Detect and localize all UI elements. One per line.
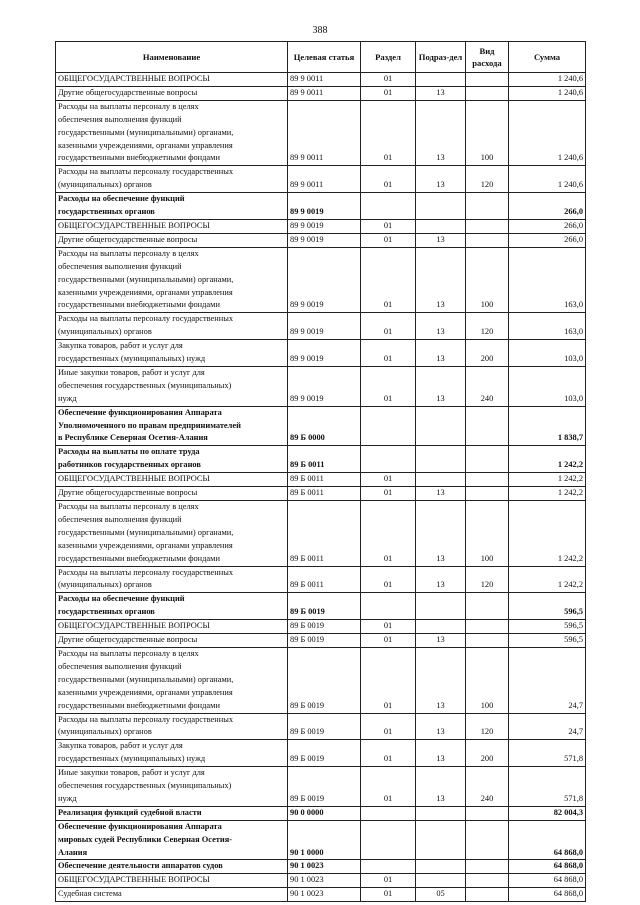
cell-sum: 163,0 <box>509 247 586 313</box>
cell-name-line: Расходы на выплаты персоналу в целях <box>58 101 199 111</box>
cell-name <box>56 193 288 220</box>
cell-name-line: обеспечения государственных (муниципальных) <box>58 380 232 390</box>
cell-name-line: (муниципальных) органов <box>58 327 152 337</box>
cell-name-line: государственными внебюджетными фондами <box>58 700 220 710</box>
cell-section <box>361 806 416 820</box>
cell-subsection <box>416 219 466 233</box>
cell-subsection: 13 <box>416 566 466 593</box>
cell-name-line: Расходы на выплаты персоналу государственных <box>58 314 234 324</box>
cell-section <box>361 820 416 860</box>
cell-subsection: 13 <box>416 487 466 501</box>
cell-name-line: ОБЩЕГОСУДАРСТВЕННЫЕ ВОПРОСЫ <box>58 474 210 484</box>
table-row <box>56 100 586 166</box>
cell-sum: 24,7 <box>509 713 586 740</box>
cell-target-article: 89 Б 0011 <box>288 566 361 593</box>
cell-section: 01 <box>361 73 416 87</box>
cell-name-line: Другие общегосударственные вопросы <box>58 234 198 244</box>
cell-name-line: (муниципальных) органов <box>58 180 152 190</box>
cell-expense-kind <box>466 233 509 247</box>
cell-name-line: ОБЩЕГОСУДАРСТВЕННЫЕ ВОПРОСЫ <box>58 74 210 83</box>
cell-section: 01 <box>361 313 416 340</box>
cell-target-article: 89 Б 0019 <box>288 647 361 713</box>
cell-subsection <box>416 806 466 820</box>
page-number: 388 <box>312 25 328 36</box>
cell-subsection: 13 <box>416 340 466 367</box>
cell-subsection: 13 <box>416 501 466 567</box>
cell-name <box>56 874 288 888</box>
cell-sum: 163,0 <box>509 313 586 340</box>
cell-name-line: государственными (муниципальными) органами, <box>58 127 234 137</box>
cell-subsection: 13 <box>416 740 466 767</box>
table-body <box>56 73 586 902</box>
cell-name-line: нужд <box>58 393 77 403</box>
table-row <box>56 86 586 100</box>
cell-target-article: 89 Б 0019 <box>288 713 361 740</box>
cell-name-line: (муниципальных) органов <box>58 580 152 590</box>
cell-name-line: мировых судей Республики Северная Осетия- <box>58 834 233 844</box>
cell-section: 01 <box>361 100 416 166</box>
cell-name-line: Расходы на выплаты персоналу государственных <box>58 567 234 577</box>
cell-name-line: государственных (муниципальных) нужд <box>58 354 206 364</box>
cell-subsection <box>416 406 466 446</box>
cell-name-line: Закупка товаров, работ и услуг для <box>58 341 183 351</box>
cell-target-article: 89 9 0011 <box>288 100 361 166</box>
cell-name-line: ОБЩЕГОСУДАРСТВЕННЫЕ ВОПРОСЫ <box>58 621 210 631</box>
cell-target-article: 90 1 0023 <box>288 888 361 902</box>
cell-name-line: в Республике Северная Осетия-Алания <box>58 433 208 443</box>
cell-section: 01 <box>361 874 416 888</box>
cell-name-line: государственными внебюджетными фондами <box>58 553 220 563</box>
cell-expense-kind <box>466 634 509 648</box>
cell-name-line: Судебная система <box>58 889 122 899</box>
cell-subsection: 13 <box>416 634 466 648</box>
cell-sum: 596,5 <box>509 634 586 648</box>
cell-expense-kind <box>466 806 509 820</box>
cell-expense-kind: 200 <box>466 340 509 367</box>
cell-section: 01 <box>361 247 416 313</box>
cell-name <box>56 100 288 166</box>
cell-target-article: 89 Б 0019 <box>288 767 361 807</box>
cell-name <box>56 366 288 406</box>
cell-name-line: Обеспечение функционирования Аппарата <box>58 407 222 417</box>
cell-name <box>56 73 288 87</box>
cell-name <box>56 219 288 233</box>
cell-name-line: Уполномоченного по правам предпринимателей <box>58 420 241 430</box>
cell-target-article: 89 Б 0000 <box>288 406 361 446</box>
header-target-article: Целевая статья <box>288 42 361 73</box>
cell-expense-kind <box>466 874 509 888</box>
cell-sum: 1 242,2 <box>509 501 586 567</box>
cell-sum: 1 242,2 <box>509 446 586 473</box>
cell-subsection: 13 <box>416 713 466 740</box>
cell-name <box>56 247 288 313</box>
cell-name-line: Расходы на выплаты персоналу в целях <box>58 502 199 511</box>
cell-name-line: Другие общегосударственные вопросы <box>58 635 198 645</box>
cell-subsection: 13 <box>416 233 466 247</box>
header-subsection: Подраз-дел <box>416 42 466 73</box>
table-header-row <box>56 42 586 73</box>
table-row <box>56 473 586 487</box>
cell-target-article: 90 1 0000 <box>288 820 361 860</box>
table-row <box>56 340 586 367</box>
cell-target-article: 89 9 0011 <box>288 166 361 193</box>
cell-section: 01 <box>361 767 416 807</box>
cell-target-article: 89 9 0019 <box>288 247 361 313</box>
cell-expense-kind: 240 <box>466 366 509 406</box>
cell-name-line: государственными (муниципальными) органами, <box>58 527 234 537</box>
cell-name-line: Обеспечение деятельности аппаратов судов <box>58 861 223 871</box>
cell-name-line: Другие общегосударственные вопросы <box>58 87 198 97</box>
table-row <box>56 620 586 634</box>
cell-section: 01 <box>361 233 416 247</box>
budget-table <box>55 41 586 902</box>
cell-sum: 24,7 <box>509 647 586 713</box>
cell-target-article: 90 1 0023 <box>288 860 361 874</box>
cell-name-line: Иные закупки товаров, работ и услуг для <box>58 367 205 377</box>
table-row <box>56 219 586 233</box>
cell-name-line: Закупка товаров, работ и услуг для <box>58 741 183 751</box>
cell-subsection: 13 <box>416 100 466 166</box>
cell-name <box>56 593 288 620</box>
cell-target-article: 89 9 0019 <box>288 233 361 247</box>
cell-name-line: обеспечения выполнения функций <box>58 661 182 671</box>
cell-name-line: Расходы на обеспечение функций <box>58 194 185 204</box>
cell-subsection: 13 <box>416 247 466 313</box>
cell-expense-kind: 200 <box>466 740 509 767</box>
table-row <box>56 634 586 648</box>
cell-section: 01 <box>361 713 416 740</box>
cell-subsection: 05 <box>416 888 466 902</box>
cell-name <box>56 647 288 713</box>
table-row <box>56 860 586 874</box>
cell-subsection <box>416 73 466 87</box>
cell-name-line: ОБЩЕГОСУДАРСТВЕННЫЕ ВОПРОСЫ <box>58 875 210 885</box>
cell-expense-kind <box>466 593 509 620</box>
cell-section: 01 <box>361 647 416 713</box>
cell-section <box>361 406 416 446</box>
cell-name <box>56 767 288 807</box>
cell-target-article: 89 Б 0019 <box>288 620 361 634</box>
cell-section: 01 <box>361 501 416 567</box>
cell-target-article: 89 9 0019 <box>288 340 361 367</box>
cell-name-line: Расходы на выплаты персоналу в целях <box>58 648 199 658</box>
cell-expense-kind: 100 <box>466 647 509 713</box>
cell-expense-kind <box>466 193 509 220</box>
cell-name <box>56 86 288 100</box>
cell-expense-kind <box>466 446 509 473</box>
cell-target-article: 89 Б 0011 <box>288 473 361 487</box>
table-row <box>56 767 586 807</box>
cell-subsection: 13 <box>416 166 466 193</box>
cell-expense-kind <box>466 219 509 233</box>
cell-target-article: 89 9 0019 <box>288 219 361 233</box>
table-row <box>56 740 586 767</box>
cell-expense-kind <box>466 73 509 87</box>
cell-name-line: казенными учреждениями, органами управления <box>58 540 233 550</box>
cell-sum: 596,5 <box>509 593 586 620</box>
cell-name-line: государственными внебюджетными фондами <box>58 300 220 310</box>
table-row <box>56 647 586 713</box>
cell-sum: 266,0 <box>509 193 586 220</box>
table-row <box>56 874 586 888</box>
table-row <box>56 501 586 567</box>
cell-target-article: 89 Б 0019 <box>288 740 361 767</box>
table-row <box>56 566 586 593</box>
cell-subsection: 13 <box>416 767 466 807</box>
cell-subsection <box>416 620 466 634</box>
cell-section: 01 <box>361 487 416 501</box>
cell-name-line: Иные закупки товаров, работ и услуг для <box>58 768 205 778</box>
cell-section <box>361 593 416 620</box>
cell-name-line: Алания <box>58 847 88 857</box>
cell-name-line: обеспечения государственных (муниципальных) <box>58 781 232 791</box>
cell-expense-kind: 240 <box>466 767 509 807</box>
cell-name-line: нужд <box>58 793 77 803</box>
cell-expense-kind: 100 <box>466 247 509 313</box>
cell-name-line: государственных органов <box>58 607 155 617</box>
table-row <box>56 820 586 860</box>
cell-section: 01 <box>361 219 416 233</box>
table-row <box>56 713 586 740</box>
cell-target-article: 89 Б 0011 <box>288 487 361 501</box>
cell-name <box>56 713 288 740</box>
cell-expense-kind: 100 <box>466 100 509 166</box>
cell-sum: 1 240,6 <box>509 100 586 166</box>
cell-name-line: государственных органов <box>58 207 155 217</box>
cell-expense-kind <box>466 860 509 874</box>
cell-subsection <box>416 860 466 874</box>
cell-subsection <box>416 193 466 220</box>
cell-name <box>56 740 288 767</box>
table-row <box>56 446 586 473</box>
cell-name-line: Расходы на выплаты по оплате труда <box>58 447 200 457</box>
cell-name <box>56 233 288 247</box>
table-row <box>56 233 586 247</box>
cell-target-article: 90 1 0023 <box>288 874 361 888</box>
cell-name-line: обеспечения выполнения функций <box>58 114 182 124</box>
cell-target-article: 89 Б 0019 <box>288 634 361 648</box>
header-sum: Сумма <box>509 42 586 73</box>
cell-section: 01 <box>361 473 416 487</box>
cell-sum: 103,0 <box>509 366 586 406</box>
table-row <box>56 487 586 501</box>
cell-sum: 571,8 <box>509 767 586 807</box>
cell-expense-kind <box>466 888 509 902</box>
cell-target-article: 89 9 0019 <box>288 366 361 406</box>
cell-name <box>56 313 288 340</box>
cell-name-line: работников государственных органов <box>58 460 201 470</box>
cell-sum: 571,8 <box>509 740 586 767</box>
cell-expense-kind <box>466 487 509 501</box>
table-row <box>56 73 586 87</box>
cell-subsection: 13 <box>416 86 466 100</box>
cell-name-line: государственными внебюджетными фондами <box>58 153 220 163</box>
cell-expense-kind: 120 <box>466 166 509 193</box>
cell-target-article: 89 9 0011 <box>288 86 361 100</box>
cell-name <box>56 166 288 193</box>
cell-section <box>361 860 416 874</box>
cell-subsection <box>416 473 466 487</box>
cell-expense-kind <box>466 620 509 634</box>
cell-target-article: 89 9 0011 <box>288 73 361 87</box>
cell-name-line: Другие общегосударственные вопросы <box>58 488 198 498</box>
header-name: Наименование <box>56 42 288 73</box>
header-expense-kind: Вид расхода <box>466 42 509 73</box>
cell-target-article: 89 Б 0011 <box>288 446 361 473</box>
cell-name <box>56 406 288 446</box>
cell-subsection: 13 <box>416 313 466 340</box>
cell-name-line: Расходы на выплаты персоналу в целях <box>58 248 199 258</box>
cell-name-line: казенными учреждениями, органами управления <box>58 687 233 697</box>
cell-subsection: 13 <box>416 647 466 713</box>
cell-expense-kind: 120 <box>466 566 509 593</box>
cell-sum: 1 240,6 <box>509 73 586 87</box>
cell-name-line: Реализация функций судебной власти <box>58 807 202 817</box>
cell-expense-kind <box>466 473 509 487</box>
cell-subsection <box>416 874 466 888</box>
cell-sum: 1 240,6 <box>509 86 586 100</box>
table-row <box>56 193 586 220</box>
cell-sum: 64 868,0 <box>509 860 586 874</box>
cell-subsection: 13 <box>416 366 466 406</box>
table-row <box>56 166 586 193</box>
cell-name-line: обеспечения выполнения функций <box>58 261 182 271</box>
cell-target-article: 89 Б 0011 <box>288 501 361 567</box>
cell-name-line: казенными учреждениями, органами управления <box>58 140 233 150</box>
cell-target-article: 89 Б 0019 <box>288 593 361 620</box>
cell-name-line: Обеспечение функционирования Аппарата <box>58 821 222 831</box>
cell-subsection <box>416 593 466 620</box>
cell-name-line: Расходы на обеспечение функций <box>58 594 185 604</box>
cell-sum: 64 868,0 <box>509 874 586 888</box>
header-section: Раздел <box>361 42 416 73</box>
cell-section: 01 <box>361 740 416 767</box>
cell-sum: 1 240,6 <box>509 166 586 193</box>
cell-name-line: (муниципальных) органов <box>58 727 152 737</box>
cell-name <box>56 487 288 501</box>
cell-section: 01 <box>361 566 416 593</box>
cell-name <box>56 340 288 367</box>
cell-sum: 82 004,3 <box>509 806 586 820</box>
cell-target-article: 90 0 0000 <box>288 806 361 820</box>
cell-name-line: государственными (муниципальными) органами, <box>58 674 234 684</box>
cell-name <box>56 888 288 902</box>
cell-expense-kind <box>466 820 509 860</box>
cell-name-line: государственных (муниципальных) нужд <box>58 754 206 764</box>
cell-section: 01 <box>361 340 416 367</box>
cell-sum: 266,0 <box>509 219 586 233</box>
cell-expense-kind <box>466 406 509 446</box>
cell-sum: 596,5 <box>509 620 586 634</box>
cell-expense-kind: 120 <box>466 713 509 740</box>
table-row <box>56 806 586 820</box>
cell-section: 01 <box>361 634 416 648</box>
table-row <box>56 366 586 406</box>
cell-name-line: Расходы на выплаты персоналу государственных <box>58 167 234 177</box>
cell-name <box>56 473 288 487</box>
cell-section: 01 <box>361 166 416 193</box>
cell-sum: 266,0 <box>509 233 586 247</box>
table-row <box>56 406 586 446</box>
cell-expense-kind <box>466 86 509 100</box>
cell-section <box>361 193 416 220</box>
cell-name-line: Расходы на выплаты персоналу государственных <box>58 714 234 724</box>
cell-sum: 1 838,7 <box>509 406 586 446</box>
cell-sum: 1 242,2 <box>509 487 586 501</box>
table-row <box>56 888 586 902</box>
cell-name <box>56 446 288 473</box>
cell-sum: 1 242,2 <box>509 566 586 593</box>
cell-name <box>56 806 288 820</box>
cell-name <box>56 566 288 593</box>
cell-name <box>56 634 288 648</box>
cell-name <box>56 820 288 860</box>
cell-target-article: 89 9 0019 <box>288 313 361 340</box>
cell-sum: 103,0 <box>509 340 586 367</box>
cell-subsection <box>416 446 466 473</box>
cell-sum: 1 242,2 <box>509 473 586 487</box>
cell-name-line: государственными (муниципальными) органами, <box>58 274 234 284</box>
cell-section: 01 <box>361 888 416 902</box>
cell-expense-kind: 100 <box>466 501 509 567</box>
cell-name <box>56 860 288 874</box>
table-row <box>56 593 586 620</box>
table-row <box>56 313 586 340</box>
cell-expense-kind: 120 <box>466 313 509 340</box>
cell-name-line: ОБЩЕГОСУДАРСТВЕННЫЕ ВОПРОСЫ <box>58 220 210 230</box>
table-row <box>56 247 586 313</box>
cell-target-article: 89 9 0019 <box>288 193 361 220</box>
cell-name-line: обеспечения выполнения функций <box>58 514 182 524</box>
cell-sum: 64 868,0 <box>509 820 586 860</box>
cell-name <box>56 620 288 634</box>
cell-name-line: казенными учреждениями, органами управления <box>58 287 233 297</box>
cell-sum: 64 868,0 <box>509 888 586 902</box>
cell-section: 01 <box>361 86 416 100</box>
cell-section <box>361 446 416 473</box>
cell-section: 01 <box>361 620 416 634</box>
cell-section: 01 <box>361 366 416 406</box>
cell-name <box>56 501 288 567</box>
cell-subsection <box>416 820 466 860</box>
